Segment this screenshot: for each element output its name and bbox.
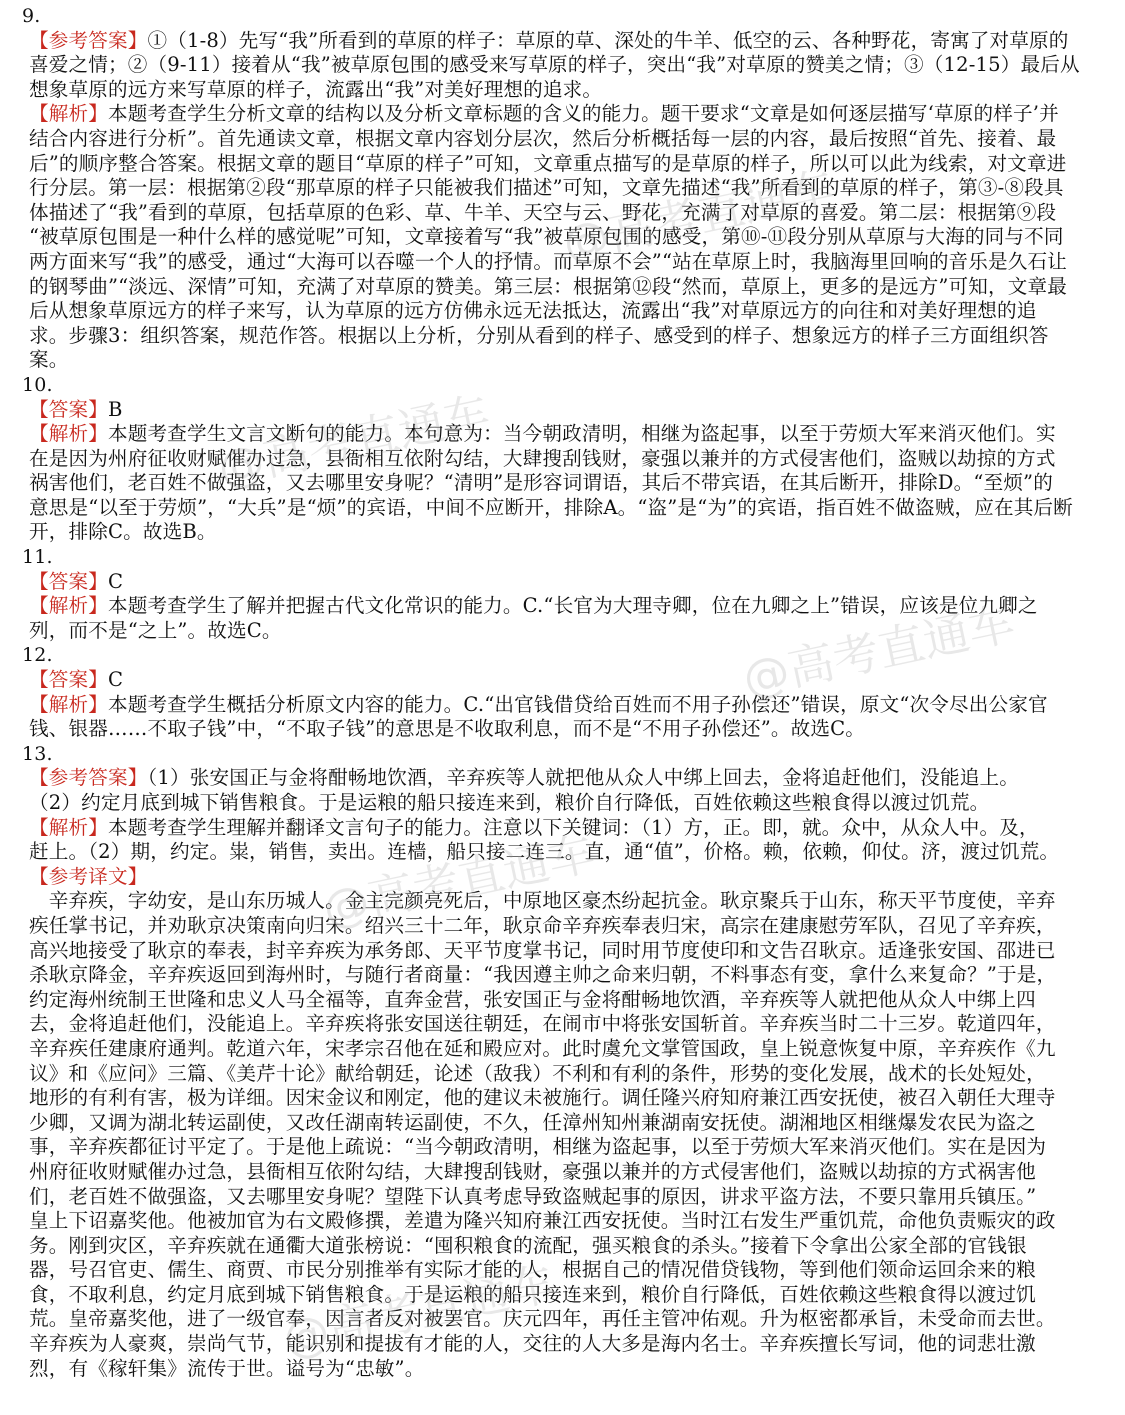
section-tag: 【解析】 — [29, 102, 108, 126]
watermark: @高考直通车 — [278, 1255, 560, 1367]
section-tag: 【参考答案】 — [29, 28, 148, 52]
text-line — [22, 496, 1108, 521]
text-line — [22, 1332, 1108, 1357]
text-line — [22, 275, 1108, 300]
text-content: 本题考查学生分析文章的结构以及分析文章标题的含义的能力。题干要求“文章是如何逐层描写‘草原的样子’并 — [107, 102, 1059, 126]
text-content: 求。步骤3：组织答案，规范作答。根据以上分析，分别从看到的样子、感受到的样子、想象远方的样子三方面组织答 — [29, 323, 1049, 347]
text-line — [22, 594, 1108, 619]
text-line — [22, 939, 1108, 964]
text-line — [22, 889, 1108, 914]
text-line — [22, 520, 1108, 545]
text-content: 疾任掌书记，并劝耿京决策南向归宋。绍兴三十二年，耿京命辛弃疾奉表归宋，高宗在建康慰劳军队，召见了辛弃疾， — [29, 913, 1056, 937]
question-number: 11. — [22, 546, 53, 569]
text-content: 列，而不是“之上”。故选C。 — [29, 618, 282, 642]
question-number: 13. — [22, 742, 53, 765]
text-content: 们，老百姓不做强盗，又去哪里安身呢？望陛下认真考虑导致盗贼起事的原因，讲求平盗方法，不要只靠用兵镇压。” — [29, 1184, 1037, 1208]
text-content: 本题考查学生文言文断句的能力。本句意为：当今朝政清明，相继为盗起事，以至于劳烦大军来消灭他们。实 — [107, 422, 1056, 446]
section-tag: 【解析】 — [29, 594, 108, 618]
text-content: 器，号召官吏、儒生、商贾、市民分别推举有实际才能的人，根据自己的情况借贷钱物，等到他们领命运回余来的粮 — [29, 1258, 1036, 1282]
text-line — [22, 201, 1108, 226]
text-line — [22, 152, 1108, 177]
text-content: 喜爱之情；②（9-11）接着从“我”被草原包围的感受来写草原的样子，突出“我”对草原的赞美之情；③（12-15）最后从 — [29, 53, 1080, 77]
text-line — [22, 1062, 1108, 1087]
text-content: （1）张安国正与金将酣畅地饮酒，辛弃疾等人就把他从众人中绑上回去，金将追赶他们，没能追上。 — [147, 766, 1020, 790]
text-content: 意思是“以至于劳烦”，“大兵”是“烦”的宾语，中间不应断开，排除A。“盗”是“为”的宾语，指百姓不做盗贼，应在其后断 — [29, 495, 1073, 519]
text-line — [22, 348, 1108, 373]
text-line — [22, 1037, 1108, 1062]
text-line — [22, 78, 1108, 103]
text-line — [22, 693, 1108, 718]
text-line — [22, 816, 1108, 841]
section-tag: 【答案】 — [29, 397, 108, 421]
text-line — [22, 988, 1108, 1013]
text-content: 案。 — [29, 348, 69, 372]
section-tag: 【答案】 — [29, 569, 108, 593]
text-content: ①（1-8）先写“我”所看到的草原的样子：草原的草、深处的牛羊、低空的云、各种野花，寄寓了对草原的 — [147, 28, 1069, 52]
text-content: 务。刚到灾区，辛弃疾就在通衢大道张榜说：“囤积粮食的流配，强买粮食的杀头。”接着下令拿出公家全部的官钱银 — [29, 1233, 1027, 1257]
text-line — [22, 619, 1108, 644]
text-content: 辛弃疾，字幼安，是山东历城人。金主完颜亮死后，中原地区豪杰纷起抗金。耿京聚兵于山东，称天平节度使，辛弃 — [29, 889, 1056, 913]
text-content: 本题考查学生概括分析原文内容的能力。C.“出官钱借贷给百姓而不用子孙偿还”错误，原文“次令尽出公家官 — [107, 692, 1048, 716]
text-content: 两方面来写“我”的感受，通过“大海可以吞噬一个人的抒情。而草原不会”“站在草原上时，我脑海里回响的音乐是久石让 — [29, 249, 1068, 273]
text-content: 辛弃疾为人豪爽，崇尚气节，能识别和提拔有才能的人，交往的人大多是海内名士。辛弃疾擅长写词，他的词悲壮激 — [29, 1332, 1036, 1356]
text-line — [22, 668, 1108, 693]
watermark: @高考直通车 — [558, 160, 840, 272]
text-content: 钱、银器……不取子钱”中，“不取子钱”的意思是不收取利息，而不是“不用子孙偿还”。故选C。 — [29, 717, 865, 741]
text-line — [22, 717, 1108, 742]
text-content: B — [107, 397, 123, 421]
text-line — [22, 422, 1108, 447]
text-line — [22, 1209, 1108, 1234]
text-line — [22, 1307, 1108, 1332]
text-line — [22, 127, 1108, 152]
text-content: 后”的顺序整合答案。根据文章的题目“草原的样子”可知，文章重点描写的是草原的样子，所以可以此为线索，对文章进 — [29, 151, 1067, 175]
text-line — [22, 299, 1108, 324]
text-content: 开，排除C。故选B。 — [29, 520, 217, 544]
text-line — [22, 1185, 1108, 1210]
section-tag: 【答案】 — [29, 668, 108, 692]
document-page — [22, 4, 1108, 1381]
text-line — [22, 1258, 1108, 1283]
text-line — [22, 29, 1108, 54]
text-line — [22, 963, 1108, 988]
text-content: 约定海州统制王世隆和忠义人马全福等，直奔金营，张安国正与金将酣畅地饮酒，辛弃疾等人就把他从众人中绑上四 — [29, 987, 1036, 1011]
text-content: 议》和《应问》三篇、《美芹十论》献给朝廷，论述（敌我）不利和有利的条件，形势的变化发展，战术的长处短处， — [29, 1061, 1046, 1085]
question-number: 12. — [22, 644, 53, 667]
text-line — [22, 840, 1108, 865]
question-number: 10. — [22, 373, 53, 396]
watermark: @高考直通车 — [738, 595, 1020, 707]
watermark: @高考直通车 — [318, 825, 600, 937]
text-line — [22, 102, 1108, 127]
text-line — [22, 324, 1108, 349]
text-line — [22, 1012, 1108, 1037]
text-content: 烈，有《稼轩集》流传于世。谥号为“忠敏”。 — [29, 1356, 425, 1380]
text-line — [22, 1357, 1108, 1382]
text-content: 的钢琴曲”“淡远、深情”可知，充满了对草原的赞美。第三层：根据第⑫段“然而，草原上，更多的是远方”可知，文章最 — [29, 274, 1068, 298]
text-content: 体描述了“我”看到的草原，包括草原的色彩、草、牛羊、天空与云、野花，充满了对草原的喜爱。第二层：根据第⑨段 — [29, 200, 1057, 224]
text-line — [22, 1234, 1108, 1259]
text-line — [22, 471, 1108, 496]
text-content: 辛弃疾任建康府通判。乾道六年，宋孝宗召他在延和殿应对。此时虞允文掌管国政，皇上锐意恢复中原，辛弃疾作《九 — [29, 1036, 1056, 1060]
text-content: 本题考查学生了解并把握古代文化常识的能力。C.“长官为大理寺卿，位在九卿之上”错误，应该是位九卿之 — [107, 594, 1038, 618]
text-content: “被草原包围是一种什么样的感觉呢”可知，文章接着写“我”被草原包围的感受，第⑩-⑪段分别从草原与大海的同与不同 — [29, 225, 1064, 249]
text-line — [22, 791, 1108, 816]
text-line — [22, 53, 1108, 78]
text-line — [22, 1135, 1108, 1160]
text-content: 去，金将追赶他们，没能追上。辛弃疾将张安国送往朝廷，在闹市中将张安国斩首。辛弃疾当时二十三岁。乾道四年， — [29, 1012, 1056, 1036]
text-content: 杀耿京降金，辛弃疾返回到海州时，与随行者商量：“我因遵主帅之命来归朝，不料事态有变，拿什么来复命？”于是， — [29, 963, 1057, 987]
section-tag: 【解析】 — [29, 815, 108, 839]
text-line — [22, 1160, 1108, 1185]
text-content: 州府征收财赋催办过急，县衙相互依附勾结，大肆搜刮钱财，豪强以兼并的方式侵害他们，盗贼以劫掠的方式祸害他 — [29, 1159, 1036, 1183]
watermark: @高考直通车 — [213, 385, 495, 497]
text-line — [22, 176, 1108, 201]
text-line — [22, 1111, 1108, 1136]
text-content: 行分层。第一层：根据第②段“那草原的样子只能被我们描述”可知，文章先描述“我”所看到的草原的样子，第③-⑧段具 — [29, 176, 1064, 200]
text-content: 结合内容进行分析”。首先通读文章，根据文章内容划分层次，然后分析概括每一层的内容，最后按照“首先、接着、最 — [29, 126, 1057, 150]
text-content: 地形的有利有害，极为详细。因宋金议和刚定，他的建议未被施行。调任隆兴府知府兼江西安抚使，被召入朝任大理寺 — [29, 1086, 1056, 1110]
text-line — [22, 1086, 1108, 1111]
section-tag: 【参考答案】 — [29, 766, 148, 790]
text-content: 祸害他们，老百姓不做强盗，又去哪里安身呢？“清明”是形容词谓语，其后不带宾语，在其后断开，排除D。“至烦”的 — [29, 471, 1053, 495]
section-tag: 【参考译文】 — [29, 864, 148, 888]
text-line — [22, 250, 1108, 275]
text-content: 后从想象草原远方的样子来写，认为草原的远方仿佛永远无法抵达，流露出“我”对草原远方的向往和对美好理想的追 — [29, 299, 1037, 323]
text-content: 少卿，又调为湖北转运副使，又改任湖南转运副使，不久，任漳州知州兼湖南安抚使。湖湘地区相继爆发农民为盗之 — [29, 1110, 1036, 1134]
text-line — [22, 865, 1108, 890]
text-content: 事，辛弃疾都征讨平定了。于是他上疏说：“当今朝政清明，相继为盗起事，以至于劳烦大军来消灭他们。实在是因为 — [29, 1135, 1047, 1159]
text-line — [22, 398, 1108, 423]
text-content: 皇上下诏嘉奖他。他被加官为右文殿修撰，差遣为隆兴知府兼江西安抚使。当时江右发生严重饥荒，命他负责赈灾的政 — [29, 1209, 1056, 1233]
text-line — [22, 766, 1108, 791]
text-line — [22, 914, 1108, 939]
text-content: 赶上。（2）期，约定。粜，销售，卖出。连樯，船只接二连三。直，通“值”，价格。赖，依赖，仰仗。济，渡过饥荒。 — [29, 840, 1060, 864]
text-line — [22, 447, 1108, 472]
text-content: 荒。皇帝嘉奖他，进了一级官奉，因言者反对被罢官。庆元四年，再任主管冲佑观。升为枢密都承旨，未受命而去世。 — [29, 1307, 1056, 1331]
text-content: 想象草原的远方来写草原的样子，流露出“我”对美好理想的追求。 — [29, 77, 603, 101]
text-content: C — [107, 668, 124, 692]
question-number: 9. — [22, 5, 41, 27]
text-content: 在是因为州府征收财赋催办过急，县衙相互依附勾结，大肆搜刮钱财，豪强以兼并的方式侵害他们，盗贼以劫掠的方式 — [29, 446, 1056, 470]
text-content: 食，不取利息，约定月底到城下销售粮食。于是运粮的船只接连来到，粮价自行降低，百姓依赖这些粮食得以渡过饥 — [29, 1282, 1036, 1306]
section-tag: 【解析】 — [29, 422, 108, 446]
text-content: 本题考查学生理解并翻译文言句子的能力。注意以下关键词：（1）方，正。即，就。众中，从众人中。及， — [107, 815, 1039, 839]
text-content: 高兴地接受了耿京的奉表，封辛弃疾为承务郎、天平节度掌书记，同时用节度使印和文告召耿京。适逢张安国、邵进已 — [29, 938, 1056, 962]
text-line — [22, 570, 1108, 595]
text-content: （2）约定月底到城下销售粮食。于是运粮的船只接连来到，粮价自行降低，百姓依赖这些粮食得以渡过饥荒。 — [29, 791, 990, 814]
text-line — [22, 225, 1108, 250]
section-tag: 【解析】 — [29, 692, 108, 716]
text-line — [22, 1283, 1108, 1308]
text-content: C — [107, 569, 124, 593]
